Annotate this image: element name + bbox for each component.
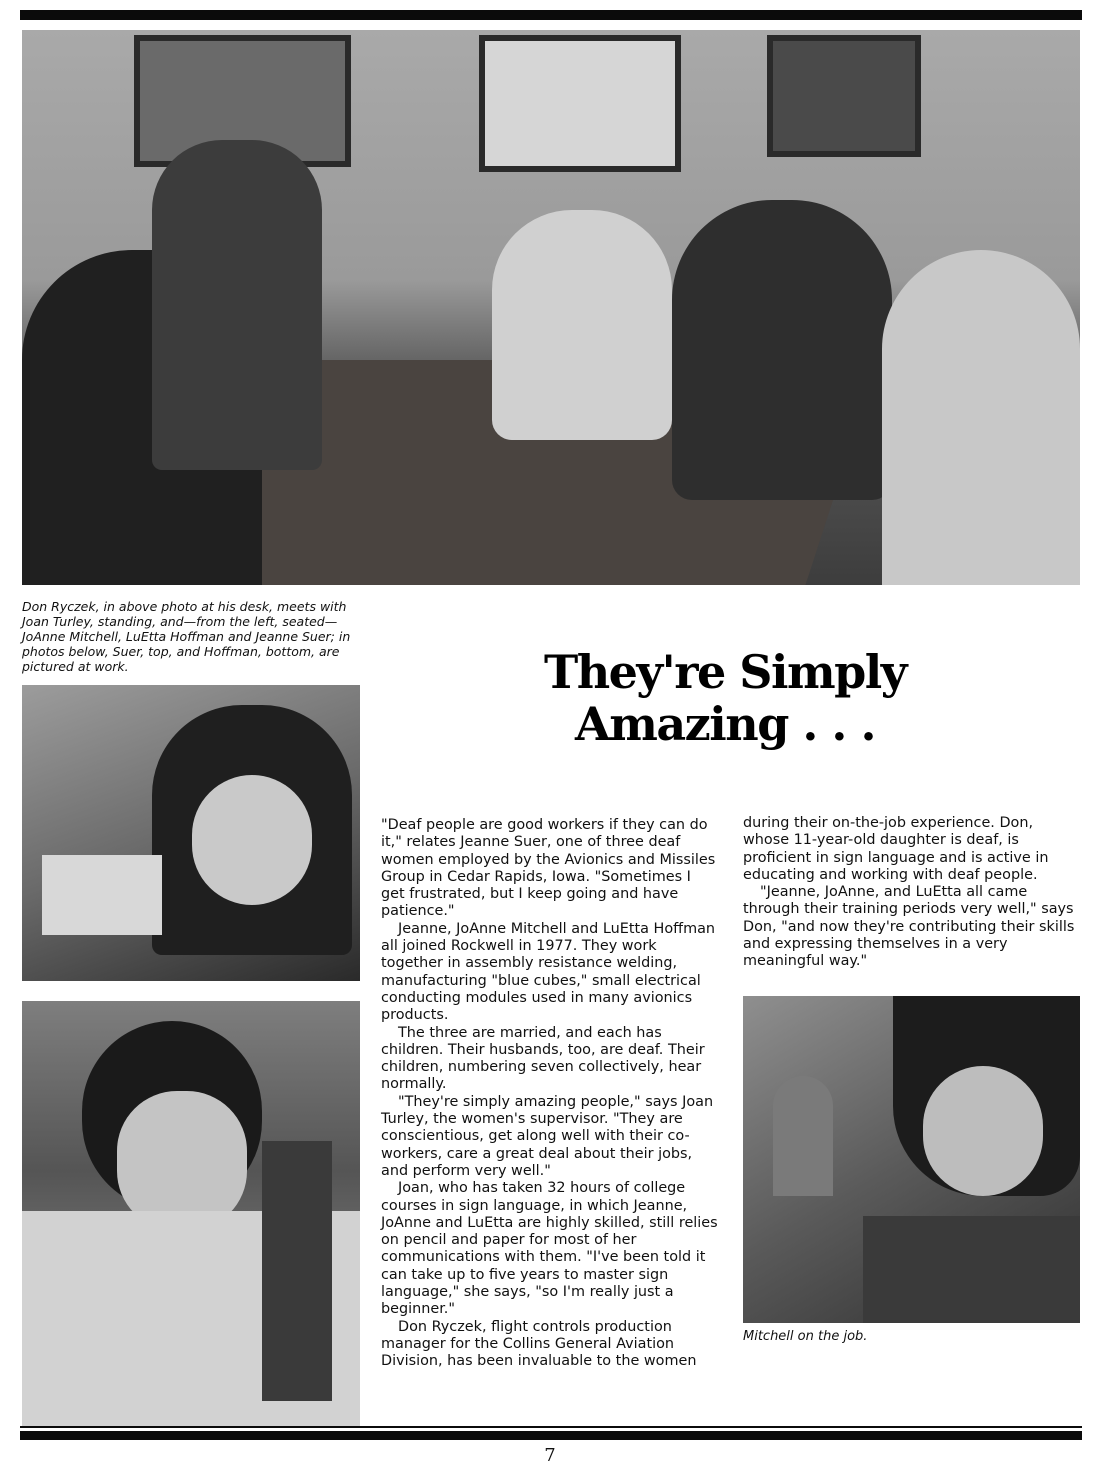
main-photo-caption: Don Ryczek, in above photo at his desk, meets with Joan Turley, standing, and—from the left, seated—JoAnne Mitchell, LuEtta Hoffman and Jeanne Suer; in photos below, Suer, top, and Hoffman, bottom, are pictured at work. (22, 599, 351, 674)
headline-line-1: They're Simply (543, 645, 906, 699)
top-rule (20, 10, 1082, 20)
article-headline (490, 646, 960, 750)
bottom-rule-thin (20, 1426, 1082, 1428)
mitchell-on-the-job-photo (743, 996, 1080, 1323)
page-number: 7 (544, 1445, 556, 1466)
article-paragraph: The three are married, and each has children. Their husbands, too, are deaf. Their children, numbering seven collectively, hear normally. (381, 1024, 705, 1093)
hoffman-at-work-photo (22, 1001, 360, 1427)
bottom-rule (20, 1431, 1082, 1440)
article-paragraph: Joan, who has taken 32 hours of college courses in sign language, in which Jeanne, JoAnne and LuEtta are highly skilled, still relies on pencil and paper for most of her communications with them. "I've been told it can take up to five years to master sign language," she says, "so I'm really just a beginner." (381, 1180, 718, 1318)
article-column-2 (743, 815, 1079, 971)
article-column-1 (381, 817, 719, 1371)
article-paragraph: "Deaf people are good workers if they can do it," relates Jeanne Suer, one of three deaf women employed by the Avionics and Missiles Group in Cedar Rapids, Iowa. "Sometimes I get frustrated, but I keep going and have patience." (381, 817, 716, 920)
suer-at-work-photo (22, 685, 360, 981)
article-paragraph: "They're simply amazing people," says Joan Turley, the women's supervisor. "They are conscientious, get along well with their co-workers, care a great deal about their jobs, and perform very well." (381, 1093, 714, 1179)
main-group-photo (22, 30, 1080, 585)
mitchell-photo-caption: Mitchell on the job. (743, 1329, 868, 1344)
article-paragraph: Jeanne, JoAnne Mitchell and LuEtta Hoffman all joined Rockwell in 1977. They work together in assembly resistance welding, manufacturing "blue cubes," small electrical conducting modules used in many avionics products. (381, 920, 716, 1024)
article-paragraph: "Jeanne, JoAnne, and LuEtta all came through their training periods very well," says Don, "and now they're contributing their skills and expressing themselves in a very meaningful way." (743, 884, 1075, 970)
article-paragraph: during their on-the-job experience. Don, whose 11-year-old daughter is deaf, is proficient in sign language and is active in educating and working with deaf people. (743, 815, 1049, 883)
article-paragraph: Don Ryczek, flight controls production manager for the Collins General Aviation Division, has been invaluable to the women (381, 1318, 697, 1370)
headline-line-2: Amazing . . . (575, 697, 875, 751)
